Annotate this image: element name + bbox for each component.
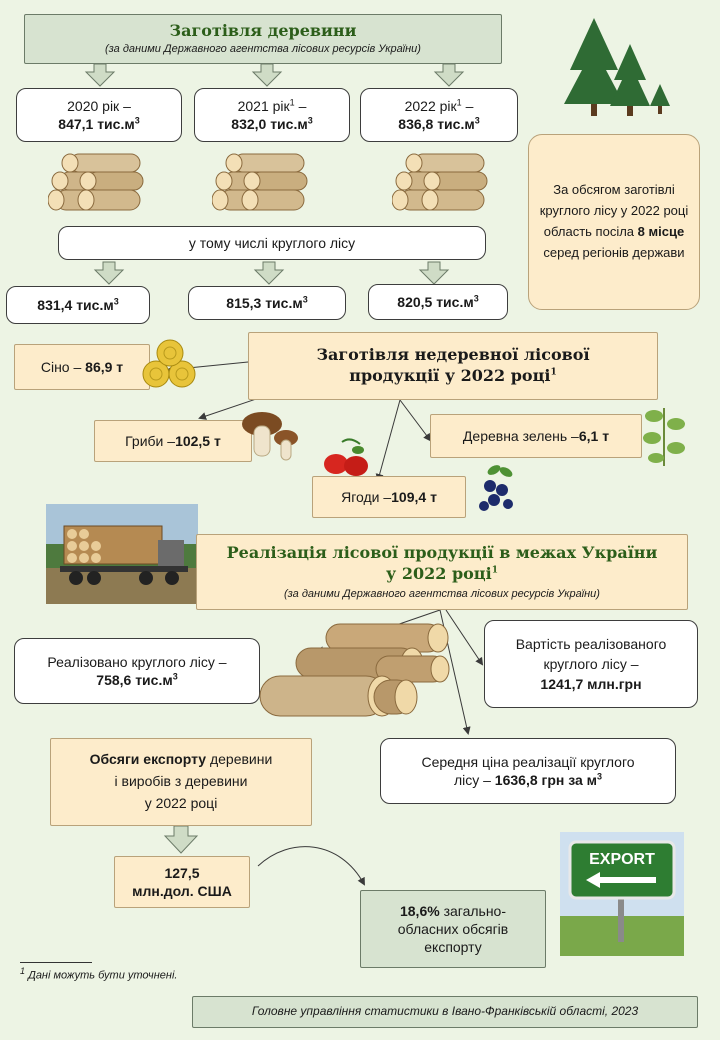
- export-share-value: 18,6%: [399, 902, 440, 919]
- price-value: 1636,8 грн за м: [494, 772, 598, 788]
- log-stack-icon: [256, 618, 452, 728]
- greenery-box: Деревна зелень – 6,1 т: [430, 414, 642, 458]
- sold-box: Реалізовано круглого лісу – 758,6 $тис.м^3$: [14, 638, 260, 704]
- mushrooms-icon: [236, 404, 302, 464]
- harvest-2021-box: 2021 рік$^1$ – 832,0 $тис.м^3$: [194, 88, 350, 142]
- log-pile-icon: [48, 148, 148, 214]
- footnote: $^1$ Дані можуть бути уточнені.: [20, 966, 178, 982]
- berries-box: Ягоди – 109,4 т: [312, 476, 466, 518]
- timber-truck-photo: [46, 504, 198, 604]
- down-arrow-2: [253, 64, 281, 86]
- nonwood-title: Заготівля недеревної лісової: [316, 345, 590, 365]
- down-arrow-6: [420, 262, 448, 284]
- sales-title: Реалізація лісової продукції в межах України: [226, 543, 658, 563]
- roundwood-2021-box: 815,3 $тис.м^3$: [188, 286, 346, 320]
- export-head-box: Обсяги експорту деревини і виробів з деревини у 2022 році: [50, 738, 312, 826]
- down-arrow-7: [165, 826, 197, 853]
- year-label: 2021 рік: [237, 97, 290, 114]
- mushrooms-box: Гриби – 102,5 т: [94, 420, 252, 462]
- rank-highlight: 8 місце: [637, 224, 685, 239]
- hay-bales-icon: [140, 338, 204, 390]
- roundwood-label-box: [58, 226, 486, 260]
- harvest-value: 836,8 тис.м: [398, 116, 475, 132]
- blueberries-icon: [472, 460, 522, 518]
- cost-box: Вартість реалізованого круглого лісу – 1241,7 млн.грн: [484, 620, 698, 708]
- harvest-title: Заготівля деревини: [169, 21, 357, 41]
- year-label: 2022 рік: [404, 97, 457, 114]
- harvest-title-box: [24, 14, 502, 64]
- hay-box: Сіно – 86,9 т: [14, 344, 150, 390]
- harvest-2020-box: 2020 рік – 847,1 $тис.м^3$: [16, 88, 182, 142]
- cost-value: 1241,7 млн.грн: [540, 676, 642, 693]
- fir-trees-icon: [560, 14, 680, 122]
- sales-title-box: Реалізація лісової продукції в межах України у 2022 році$^1$ (за даними Державного агентства лісових ресурсів України): [196, 534, 688, 610]
- footnote-divider: [20, 962, 92, 963]
- log-pile-icon: [392, 148, 492, 214]
- rank-box: За обсягом заготівлі круглого лісу у 2022 році область посіла 8 місце серед регіонів держави: [528, 134, 700, 310]
- year-label: 2020 рік: [67, 97, 120, 114]
- nonwood-title-box: Заготівля недеревної лісової продукції у 2022 році$^1$: [248, 332, 658, 400]
- harvest-subtitle: (за даними Державного агентства лісових ресурсів України): [105, 43, 421, 56]
- price-box: Середня ціна реалізації круглого лісу – 1636,8 грн за $м^3$: [380, 738, 676, 804]
- harvest-value: 847,1 тис.м: [58, 116, 135, 132]
- sales-subtitle: (за даними Державного агентства лісових ресурсів України): [284, 587, 600, 600]
- greenery-icon: [640, 402, 690, 470]
- footer: Головне управління статистики в Івано-Франківській області, 2023: [192, 996, 698, 1028]
- roundwood-2022-box: 820,5 $тис.м^3$: [368, 284, 508, 320]
- export-sign-text: EXPORT: [589, 851, 655, 868]
- down-arrow-4: [95, 262, 123, 284]
- export-value-box: 127,5 млн.дол. США: [114, 856, 250, 908]
- log-pile-icon: [212, 148, 312, 214]
- export-sign-icon: [560, 832, 684, 956]
- harvest-2022-box: 2022 рік$^1$ – 836,8 $тис.м^3$: [360, 88, 518, 142]
- roundwood-2020-box: 831,4 $тис.м^3$: [6, 286, 150, 324]
- export-share-box: 18,6% загально-обласних обсягів експорту: [360, 890, 546, 968]
- roundwood-label: у тому числі круглого лісу: [188, 234, 356, 251]
- rosehip-icon: [318, 436, 378, 480]
- down-arrow-5: [255, 262, 283, 284]
- harvest-value: 832,0 тис.м: [231, 116, 308, 132]
- down-arrow-1: [86, 64, 114, 86]
- down-arrow-3: [435, 64, 463, 86]
